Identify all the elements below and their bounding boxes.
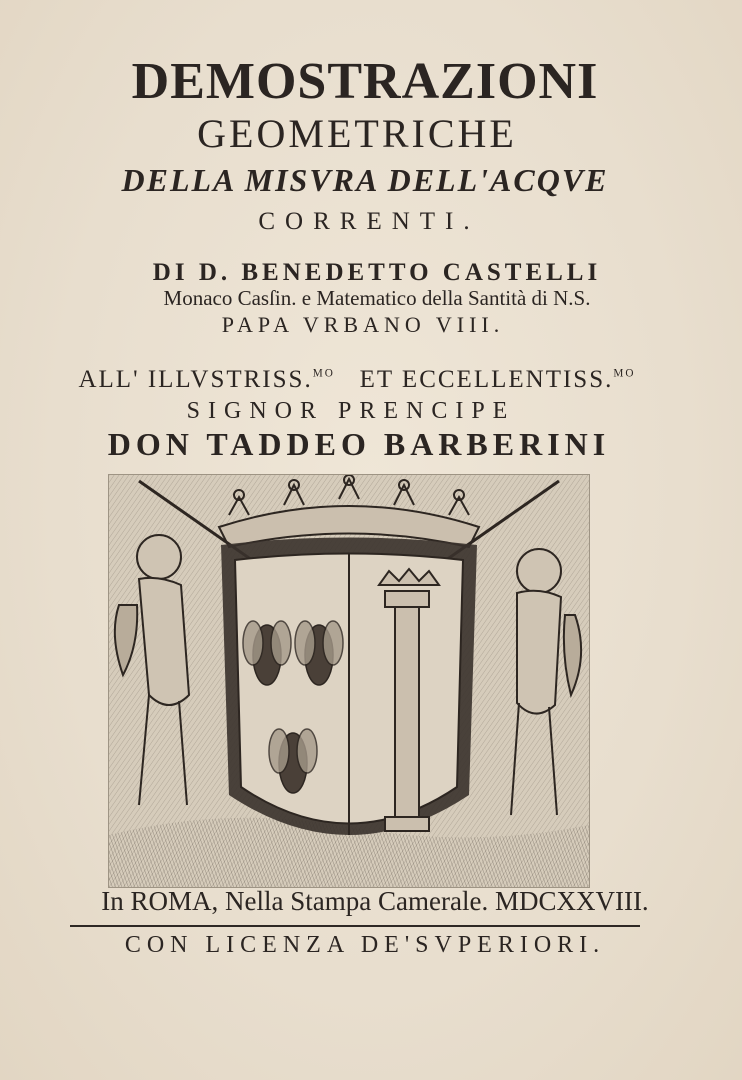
coat-of-arms-icon — [109, 475, 589, 887]
dedication-line-1 — [0, 366, 728, 394]
license-line: CON LICENZA DE'SVPERIORI. — [124, 932, 606, 958]
dedication-line-2: SIGNOR PRENCIPE — [186, 398, 516, 424]
dedication-line-3: DON TADDEO BARBERINI — [107, 426, 611, 462]
author-line: DI D. BENEDETTO CASTELLI — [152, 259, 602, 286]
imprint-rule — [70, 925, 640, 927]
dedication-part-a: ALL' ILLVSTRISS. — [78, 366, 313, 393]
pope-line: PAPA VRBANO VIII. — [221, 312, 505, 337]
title-line-2: GEOMETRICHE — [197, 111, 517, 156]
coat-of-arms-engraving — [108, 474, 590, 888]
title-line-4: CORRENTI. — [258, 208, 480, 235]
title-line-1: DEMOSTRAZIONI — [131, 53, 599, 110]
dedication-part-b: ET ECCELLENTISS. — [359, 366, 614, 393]
title-line-3: DELLA MISVRA DELL'ACQVE — [121, 162, 609, 198]
dedication-part-b-superscript: MO — [613, 367, 636, 380]
dedication-part-a-superscript: MO — [312, 367, 335, 380]
imprint-line: In ROMA, Nella Stampa Camerale. MDCXXVIII. — [101, 886, 649, 916]
author-description: Monaco Casſin. e Matematico della Santità di N.S. — [163, 286, 591, 310]
